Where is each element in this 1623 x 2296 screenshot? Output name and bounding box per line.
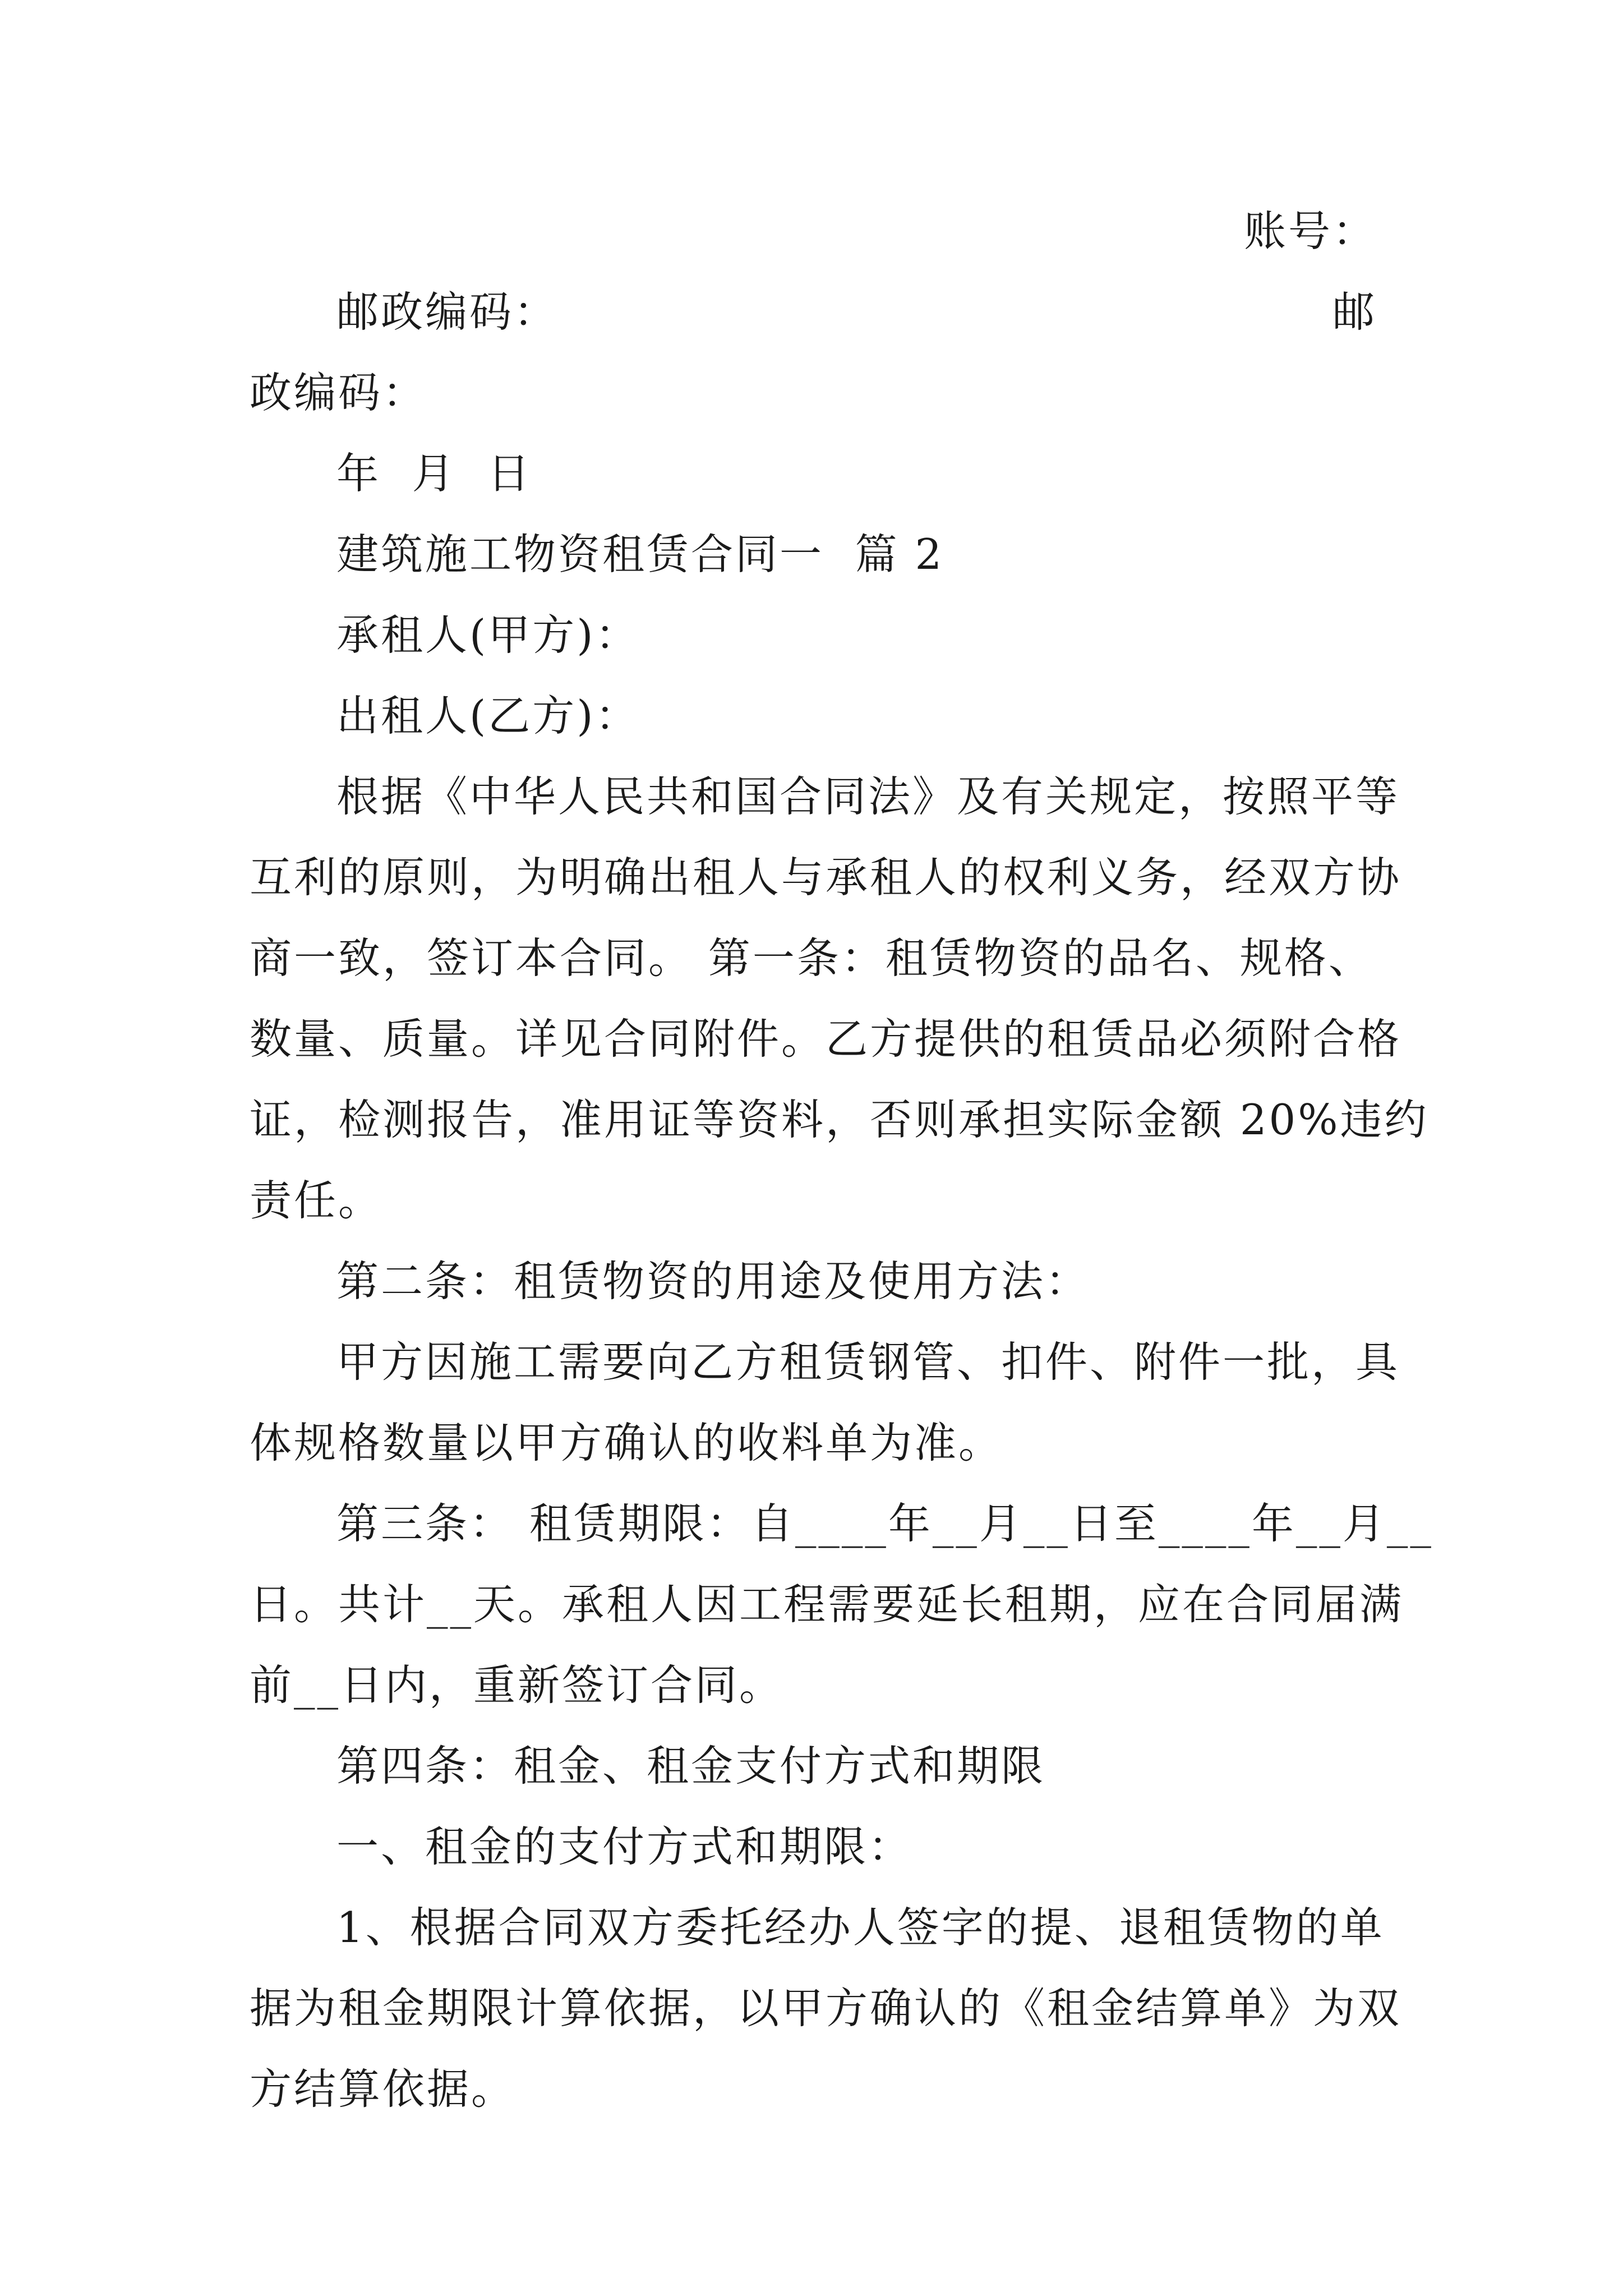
- date-line: 年 月 日: [336, 449, 532, 498]
- paragraph-line: 根据《中华人民共和国合同法》及有关规定，按照平等: [336, 772, 1400, 821]
- paragraph-line: 体规格数量以甲方确认的收料单为准。: [250, 1418, 1003, 1467]
- article-4-subtitle: 一、租金的支付方式和期限：: [336, 1822, 913, 1871]
- lessor-label: 出租人(乙方)：: [336, 691, 640, 740]
- paragraph-line: 方结算依据。: [250, 2064, 516, 2114]
- paragraph-line: 责任。: [250, 1176, 383, 1225]
- postal-code-label-right: 邮: [1332, 287, 1377, 337]
- paragraph-line: 前__日内，重新签订合同。: [250, 1660, 784, 1710]
- article-2-title: 第二条：租赁物资的用途及使用方法：: [336, 1257, 1090, 1306]
- postal-code-wrap: 政编码：: [250, 368, 427, 417]
- paragraph-line: 日。共计__天。承租人因工程需要延长租期，应在合同届满: [250, 1580, 1404, 1629]
- postal-code-row: [250, 272, 1377, 352]
- postal-code-label: 邮政编码：: [336, 287, 559, 337]
- article-4-title: 第四条：租金、租金支付方式和期限: [336, 1741, 1046, 1791]
- document-body: [250, 191, 1433, 2129]
- paragraph-line: 证，检测报告，准用证等资料，否则承担实际金额 20%违约: [250, 1095, 1429, 1144]
- account-label: 账号：: [1243, 206, 1377, 256]
- paragraph-line: 数量、质量。详见合同附件。乙方提供的租赁品必须附合格: [250, 1014, 1402, 1064]
- paragraph-line: 商一致，签订本合同。 第一条：租赁物资的品名、规格、: [250, 933, 1373, 983]
- lessee-label: 承租人(甲方)：: [336, 610, 640, 660]
- paragraph-line: 甲方因施工需要向乙方租赁钢管、扣件、附件一批，具: [336, 1337, 1400, 1387]
- paragraph-line: 互利的原则，为明确出租人与承租人的权利义务，经双方协: [250, 853, 1402, 902]
- paragraph-line: 1、根据合同双方委托经办人签字的提、退租赁物的单: [336, 1903, 1385, 1952]
- article-3-line: 第三条： 租赁期限：自____年__月__日至____年__月__: [336, 1499, 1433, 1548]
- section-title: 建筑施工物资租赁合同一 篇 2: [336, 530, 944, 579]
- paragraph-line: 据为租金期限计算依据，以甲方确认的《租金结算单》为双: [250, 1984, 1402, 2033]
